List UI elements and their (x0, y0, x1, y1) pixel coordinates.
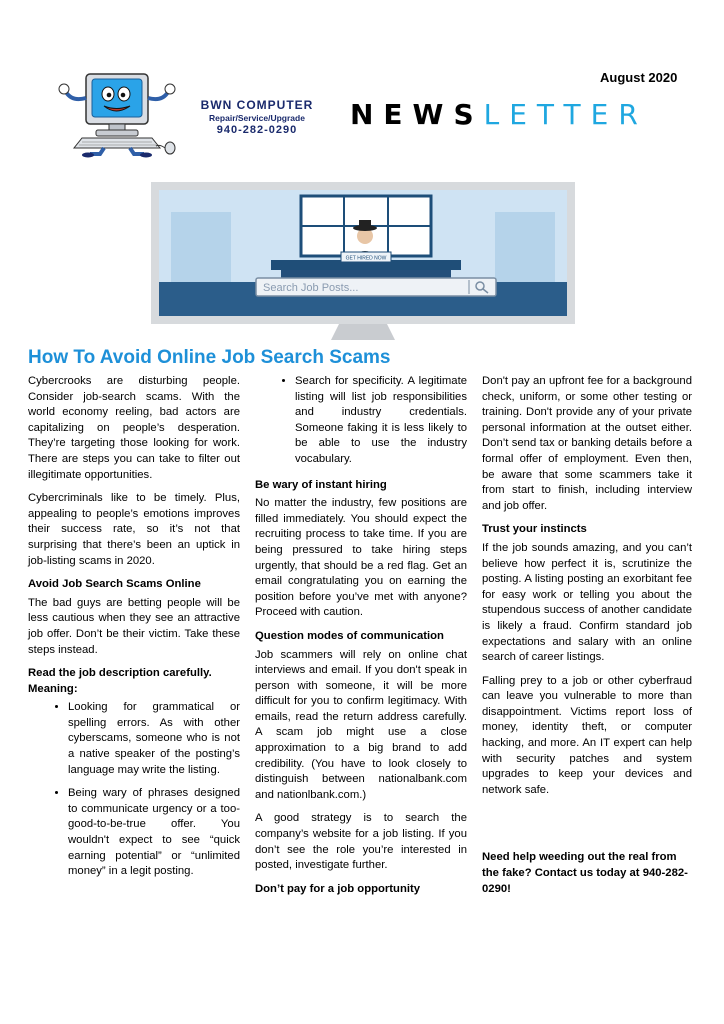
paragraph: Job scammers will rely on online chat interviews and email. If you don't speak in person with someone, it will be more difficult for you to confirm legitimacy. With emails, read the return address carefully. A scam job might use a close approximation to a big brand to add credibility. (You have to look closely to distinguish between nationalbank.com and nationlbank.com.) (255, 648, 467, 801)
newsletter-title-news: NEWS (350, 98, 484, 131)
tips-list (255, 374, 467, 468)
newsletter-title (350, 98, 648, 131)
company-services: Repair/Service/Upgrade (209, 113, 305, 123)
paragraph: A good strategy is to search the company’s website for a job listing. If you don’t see the role you’re interested in posted, investigate further. (255, 812, 467, 872)
paragraph: The bad guys are betting people will be less cautious when they see an attractive job offer. Don’t be their victim. Take these steps instead. (28, 596, 240, 656)
hero-sign-text: GET HIRED NOW (345, 255, 387, 262)
section-heading: Read the job description carefully. Meaning: (28, 667, 212, 695)
tips-list (28, 700, 240, 880)
newsletter-title-letter: LETTER (483, 98, 648, 131)
article-column-3 (482, 374, 692, 905)
article-column-1 (28, 374, 240, 888)
section-heading: Avoid Job Search Scams Online (28, 578, 201, 591)
newsletter-date: August 2020 (600, 70, 678, 85)
hero-search-placeholder: Search Job Posts... (263, 282, 359, 294)
paragraph: Cybercrooks are disturbing people. Consider job-search scams. With the world economy reeling, bad actors are capitalizing on people’s desperation. They’re targeting those looking for work. There are steps you can take to filter out illegitimate opportunities. (28, 375, 240, 481)
call-to-action: Need help weeding out the real from the fake? Contact us today at 940-282-0290! (482, 851, 688, 895)
paragraph: Don't pay an upfront fee for a background check, uniform, or some other testing or training. Don't provide any of your private personal information at the outset either. Don’t send tax or banking details before a formal offer of employment. Even then, be aware that some scammers take it from start to finish, including interview and job offer. (482, 375, 692, 512)
company-phone: 940-282-0290 (216, 124, 298, 136)
section-heading: Trust your instincts (482, 523, 587, 536)
company-block (188, 98, 326, 136)
list-item: • Looking for grammatical or spelling errors. As with other cyberscams, someone who is not a native speaker of the posting’s language may write the listing. (68, 700, 240, 778)
article-column-2 (255, 374, 467, 900)
section-heading: Be wary of instant hiring (255, 478, 387, 491)
section-heading: Question modes of communication (255, 629, 444, 642)
paragraph: Cybercriminals like to be timely. Plus, appealing to people’s emotions improves their success rate, so it’s not that surprising that there’s been an uptick in job-listing scams in 2020. (28, 492, 240, 567)
company-name: BWN COMPUTER (200, 98, 314, 112)
paragraph: No matter the industry, few positions are filled immediately. You should expect the recruiting process to take time. If you are being pressured to take hiring steps urgently, that should be a red flag. Get an email congratulating you on earning the position before you’ve met with anyone? Proceed with caution. (255, 497, 467, 619)
job-search-hero-image (151, 182, 575, 342)
list-item: • Being wary of phrases designed to communicate urgency or a too-good-to-be-true offer. You wouldn't expect to see “quick earning potential” or “unlimited money” in a legit posting. (68, 786, 240, 880)
paragraph: Falling prey to a job or other cyberfraud can leave you vulnerable to more than disappointment. Victims report loss of money, identity theft, or computer hacking, and more. An IT expert can help with security patches and system upgrades to keep your devices and network safe. (482, 674, 692, 796)
paragraph: If the job sounds amazing, and you can’t believe how perfect it is, scrutinize the posting. A listing posting an exorbitant fee for easy work or telling you about the stupendous success of another candidate is likely a fraud. Confirm standard job expectations and salary with an online search of career listings. (482, 541, 692, 664)
computer-mascot-logo (52, 68, 182, 158)
article-headline: How To Avoid Online Job Search Scams (28, 347, 391, 368)
list-item: • Search for specificity. A legitimate listing will list job responsibilities and industry credentials. Someone faking it is less likely to be able to use the industry vocabulary. (295, 374, 467, 468)
section-heading: Don’t pay for a job opportunity (255, 882, 421, 895)
